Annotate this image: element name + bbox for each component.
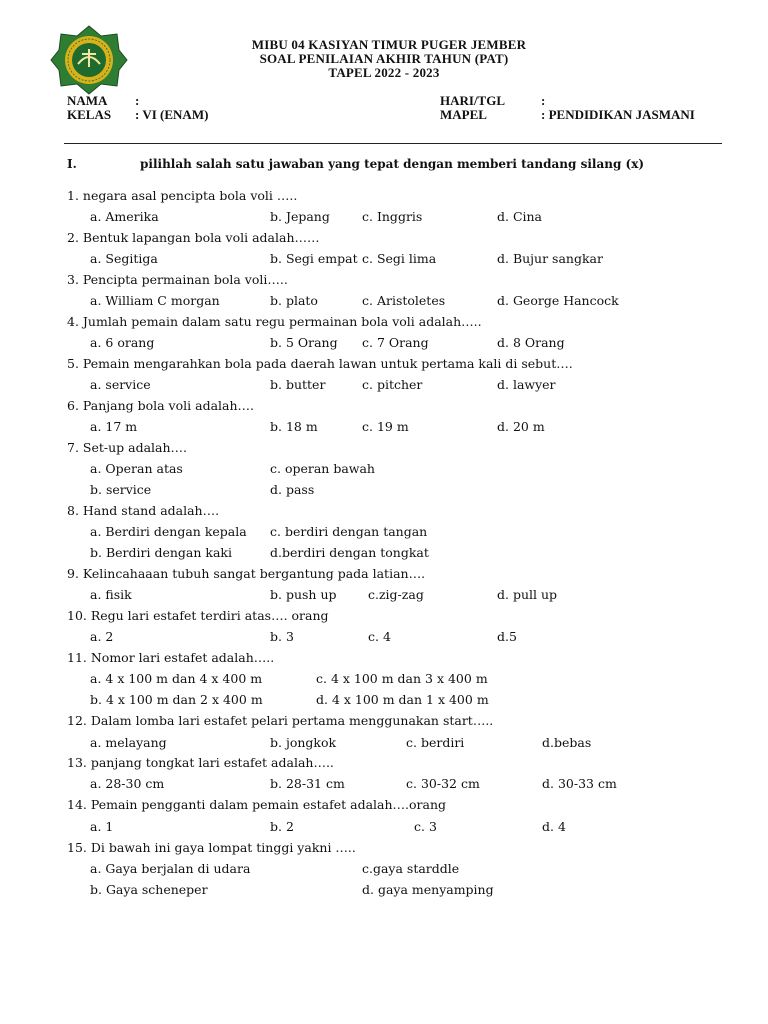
question-13-option-b: b. 28-31 cm <box>270 776 345 791</box>
question-15-option-d: d. gaya menyamping <box>362 882 494 897</box>
question-7-option-d: d. pass <box>270 482 315 497</box>
question-7: 7. Set-up adalah…. <box>67 440 188 455</box>
section-number: I. <box>67 157 77 171</box>
academic-year: TAPEL 2022 - 2023 <box>328 65 440 80</box>
question-2-option-c: c. Segi lima <box>362 251 437 266</box>
mapel-label: MAPEL <box>440 107 487 122</box>
question-9-option-b: b. push up <box>270 587 337 602</box>
question-3-option-b: b. plato <box>270 293 318 308</box>
question-15-option-a: a. Gaya berjalan di udara <box>90 861 251 876</box>
question-14-option-d: d. 4 <box>542 819 566 834</box>
exam-title: SOAL PENILAIAN AKHIR TAHUN (PAT) <box>259 51 509 66</box>
question-1-option-a: a. Amerika <box>90 209 159 224</box>
question-12: 12. Dalam lomba lari estafet pelari pertama menggunakan start….. <box>67 713 494 728</box>
question-1-option-d: d. Cina <box>497 209 543 224</box>
question-9: 9. Kelincahaaan tubuh sangat bergantung pada latian…. <box>67 566 426 581</box>
hari-value: : <box>541 93 546 108</box>
question-7-option-c: c. operan bawah <box>270 461 375 476</box>
question-4-option-a: a. 6 orang <box>90 335 155 350</box>
question-13-option-a: a. 28-30 cm <box>90 776 165 791</box>
question-12-option-c: c. berdiri <box>406 735 465 750</box>
question-3-option-d: d. George Hancock <box>497 293 619 308</box>
question-2-option-a: a. Segitiga <box>90 251 158 266</box>
question-6: 6. Panjang bola voli adalah…. <box>67 398 254 413</box>
question-12-option-a: a. melayang <box>90 735 167 750</box>
question-8-option-b: b. Berdiri dengan kaki <box>90 545 232 560</box>
question-14-option-a: a. 1 <box>90 819 114 834</box>
question-1: 1. negara asal pencipta bola voli ….. <box>67 188 298 203</box>
question-6-option-a: a. 17 m <box>90 419 138 434</box>
question-3: 3. Pencipta permainan bola voli….. <box>67 272 288 287</box>
school-name: MIBU 04 KASIYAN TIMUR PUGER JEMBER <box>251 37 527 52</box>
question-10: 10. Regu lari estafet terdiri atas…. orang <box>67 608 329 623</box>
question-2: 2. Bentuk lapangan bola voli adalah…… <box>67 230 320 245</box>
question-14-option-b: b. 2 <box>270 819 294 834</box>
question-11-option-d: d. 4 x 100 m dan 1 x 400 m <box>316 692 489 707</box>
question-4-option-c: c. 7 Orang <box>362 335 429 350</box>
divider <box>64 143 722 144</box>
question-14-option-c: c. 3 <box>414 819 437 834</box>
question-8-option-d: d.berdiri dengan tongkat <box>270 545 429 560</box>
question-3-option-a: a. William C morgan <box>90 293 220 308</box>
question-4: 4. Jumlah pemain dalam satu regu permainan bola voli adalah….. <box>67 314 482 329</box>
question-9-option-a: a. fisik <box>90 587 132 602</box>
question-3-option-c: c. Aristoletes <box>362 293 446 308</box>
question-10-option-d: d.5 <box>497 629 517 644</box>
question-15-option-c: c.gaya starddle <box>362 861 460 876</box>
question-11-option-b: b. 4 x 100 m dan 2 x 400 m <box>90 692 263 707</box>
question-12-option-b: b. jongkok <box>270 735 337 750</box>
question-2-option-b: b. Segi empat <box>270 251 358 266</box>
question-13-option-c: c. 30-32 cm <box>406 776 480 791</box>
question-13-option-d: d. 30-33 cm <box>542 776 617 791</box>
question-8-option-a: a. Berdiri dengan kepala <box>90 524 247 539</box>
question-14: 14. Pemain pengganti dalam pemain estafet adalah….orang <box>67 797 447 812</box>
question-7-option-b: b. service <box>90 482 152 497</box>
kelas-label: KELAS <box>67 107 112 122</box>
question-10-option-a: a. 2 <box>90 629 114 644</box>
question-5-option-c: c. pitcher <box>362 377 423 392</box>
question-1-option-b: b. Jepang <box>270 209 330 224</box>
question-12-option-d: d.bebas <box>542 735 592 750</box>
question-5-option-b: b. butter <box>270 377 326 392</box>
mapel-value: : PENDIDIKAN JASMANI <box>541 107 695 122</box>
question-5-option-a: a. service <box>90 377 151 392</box>
kelas-value: : VI (ENAM) <box>135 107 209 122</box>
question-8: 8. Hand stand adalah…. <box>67 503 220 518</box>
question-15: 15. Di bawah ini gaya lompat tinggi yakni ….. <box>67 840 356 855</box>
question-6-option-d: d. 20 m <box>497 419 545 434</box>
question-5: 5. Pemain mengarahkan bola pada daerah lawan untuk pertama kali di sebut…. <box>67 356 573 371</box>
question-6-option-b: b. 18 m <box>270 419 318 434</box>
question-10-option-b: b. 3 <box>270 629 294 644</box>
question-9-option-d: d. pull up <box>497 587 558 602</box>
question-2-option-d: d. Bujur sangkar <box>497 251 603 266</box>
question-6-option-c: c. 19 m <box>362 419 409 434</box>
question-15-option-b: b. Gaya scheneper <box>90 882 208 897</box>
question-4-option-b: b. 5 Orang <box>270 335 338 350</box>
nama-value: : <box>135 93 140 108</box>
question-4-option-d: d. 8 Orang <box>497 335 565 350</box>
question-7-option-a: a. Operan atas <box>90 461 183 476</box>
question-1-option-c: c. Inggris <box>362 209 423 224</box>
question-8-option-c: c. berdiri dengan tangan <box>270 524 428 539</box>
question-11-option-c: c. 4 x 100 m dan 3 x 400 m <box>316 671 488 686</box>
section-instruction: pilihlah salah satu jawaban yang tepat dengan memberi tandang silang (x) <box>140 157 645 171</box>
question-9-option-c: c.zig-zag <box>368 587 424 602</box>
question-5-option-d: d. lawyer <box>497 377 556 392</box>
question-11: 11. Nomor lari estafet adalah….. <box>67 650 275 665</box>
question-10-option-c: c. 4 <box>368 629 391 644</box>
question-11-option-a: a. 4 x 100 m dan 4 x 400 m <box>90 671 263 686</box>
nama-label: NAMA <box>67 93 108 108</box>
question-13: 13. panjang tongkat lari estafet adalah….. <box>67 755 334 770</box>
hari-label: HARI/TGL <box>440 93 506 108</box>
